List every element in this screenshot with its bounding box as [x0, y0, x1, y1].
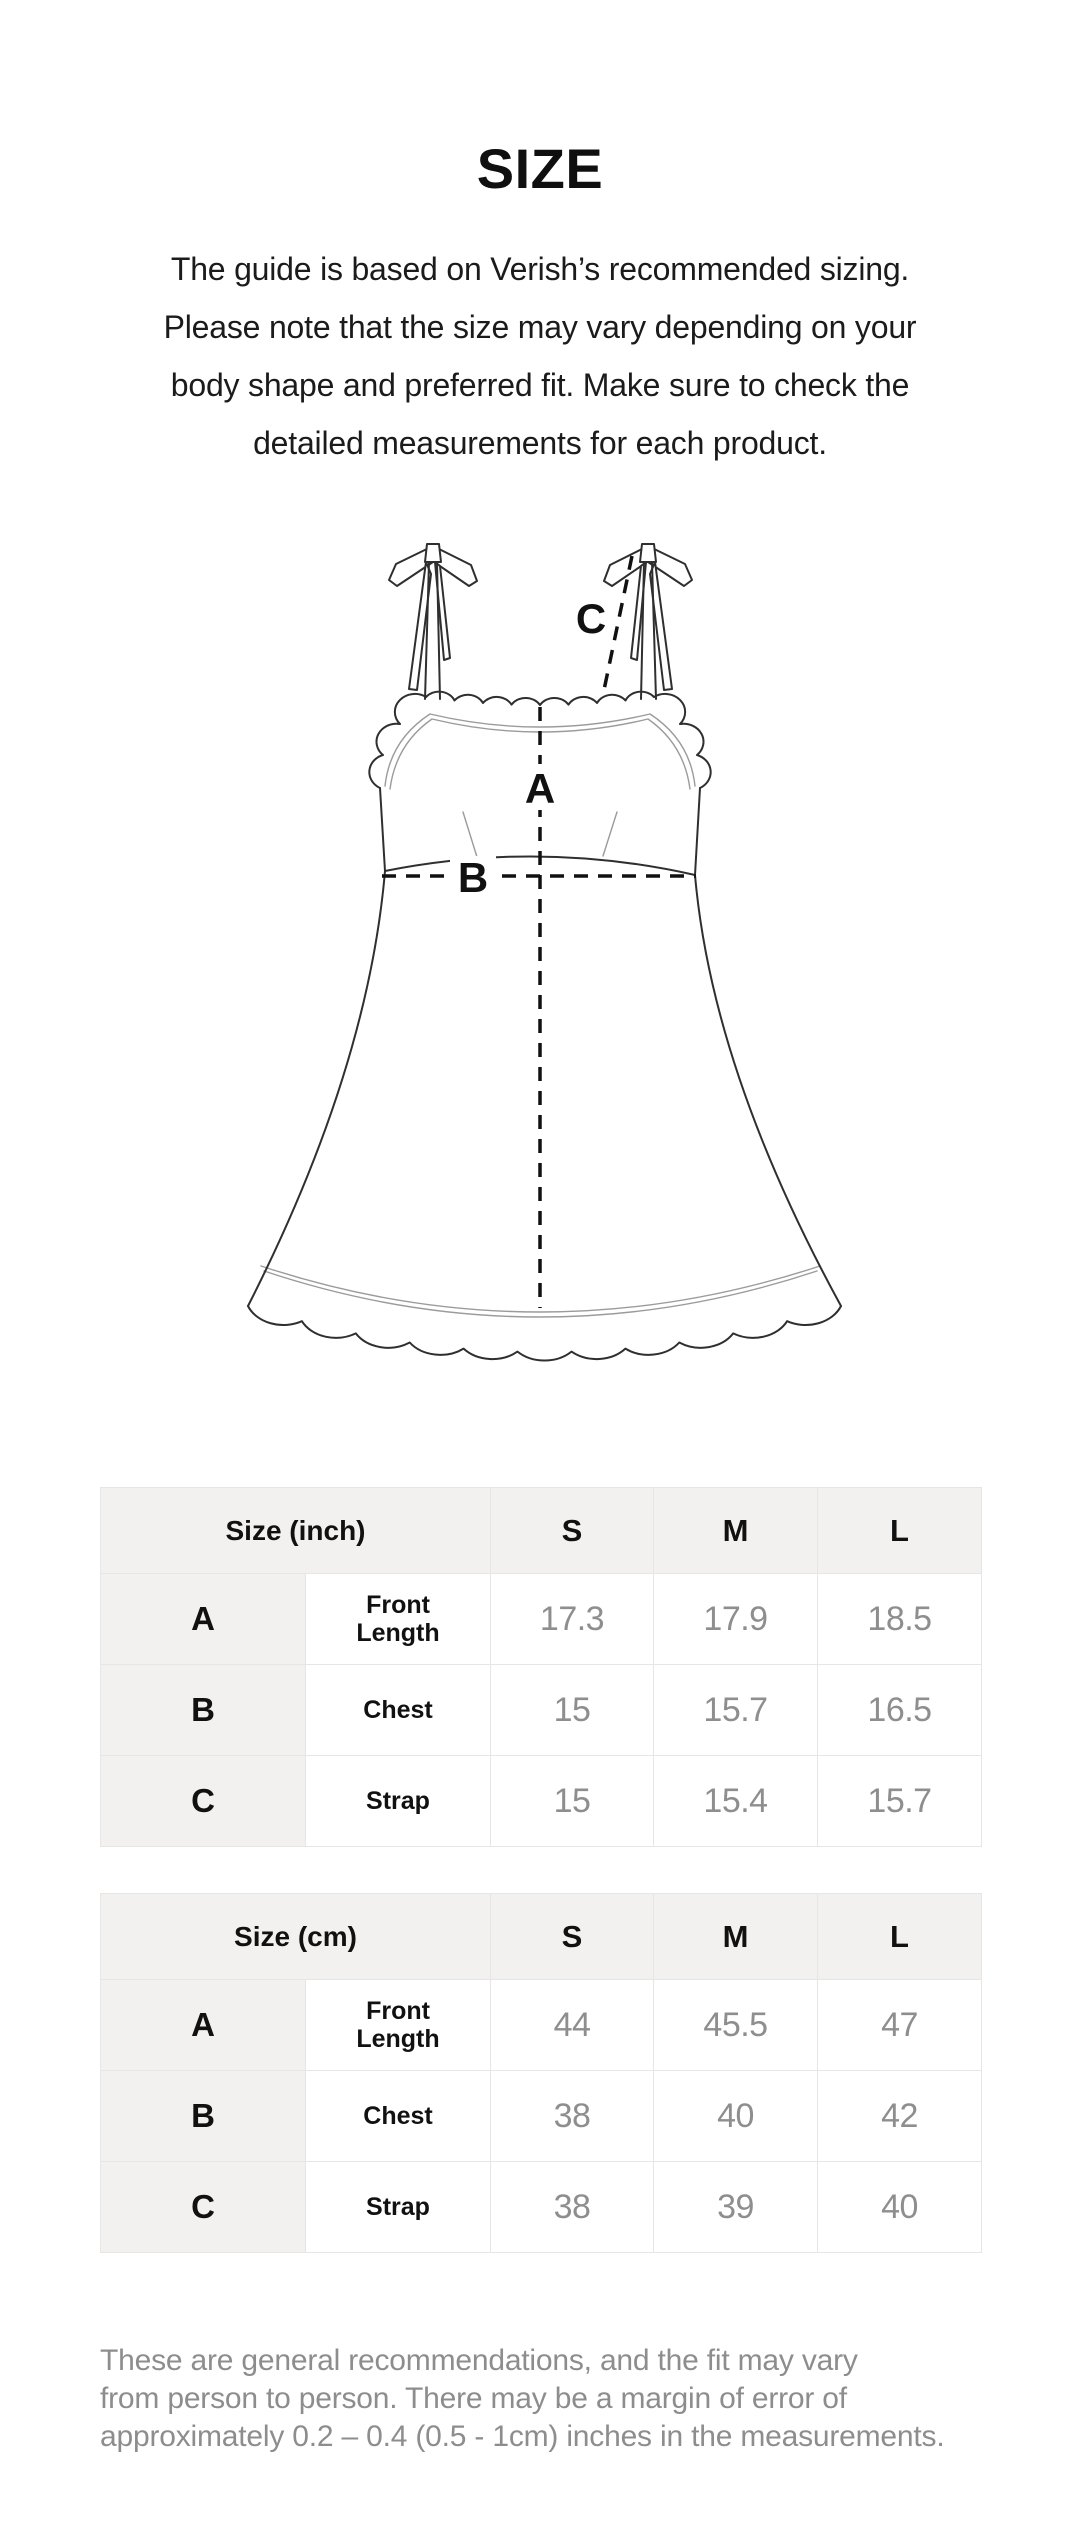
value-s: 44 [491, 1980, 654, 2070]
table-title: Size (inch) [101, 1488, 491, 1573]
value-l: 42 [881, 2096, 918, 2135]
measurement-label-a: A [524, 765, 556, 812]
measurement-label-c: C [575, 595, 607, 642]
measurement-label-b: B [457, 854, 489, 901]
value-s: 15 [491, 1665, 654, 1755]
table-row [101, 1665, 981, 1756]
hem-scallop [248, 1306, 841, 1360]
column-header-l: L [890, 1512, 909, 1548]
row-measure-name: Chest [306, 1665, 491, 1755]
value-l: 47 [881, 2005, 918, 2044]
column-header-s: S [491, 1894, 654, 1979]
dress-illustration [230, 540, 850, 1380]
value-m: 40 [654, 2071, 818, 2161]
neckline-ruffle-right [654, 694, 711, 788]
bodice-side-right [695, 788, 700, 875]
dress-outline [248, 544, 841, 1360]
description-line: detailed measurements for each product. [253, 425, 827, 461]
value-m: 17.9 [654, 1574, 818, 1664]
size-table-inch [100, 1487, 982, 1847]
value-s: 17.3 [491, 1574, 654, 1664]
size-table-cm [100, 1893, 982, 2253]
row-letter: C [101, 2162, 306, 2252]
measurement-labels [450, 595, 606, 901]
strap-right [604, 544, 692, 699]
row-letter: C [101, 1756, 306, 1846]
table-row [101, 2071, 981, 2162]
table-header-row [101, 1488, 981, 1574]
neckline-scallop [426, 692, 654, 705]
value-l: 18.5 [867, 1599, 932, 1638]
disclaimer-line: These are general recommendations, and the fit may vary [100, 2344, 858, 2377]
measurement-disclaimer [100, 2342, 1000, 2456]
row-measure-name: Front Length [306, 1574, 491, 1664]
measurement-lines [382, 556, 696, 1308]
value-m: 15.4 [654, 1756, 818, 1846]
table-row [101, 1980, 981, 2071]
row-measure-name: Front Length [306, 1980, 491, 2070]
column-header-m: M [654, 1488, 818, 1573]
column-header-l: L [890, 1918, 909, 1954]
description-line: body shape and preferred fit. Make sure to check the [170, 367, 910, 403]
value-s: 38 [491, 2162, 654, 2252]
table-title: Size (cm) [101, 1894, 491, 1979]
strap-left [389, 544, 477, 699]
skirt-side-left [248, 871, 385, 1306]
skirt-side-right [695, 875, 841, 1306]
table-header-row [101, 1894, 981, 1980]
bodice-side-left [380, 788, 385, 871]
value-s: 15 [491, 1756, 654, 1846]
row-letter: B [101, 2071, 306, 2161]
value-s: 38 [491, 2071, 654, 2161]
value-m: 15.7 [654, 1665, 818, 1755]
disclaimer-line: from person to person. There may be a margin of error of [100, 2382, 847, 2415]
table-row [101, 1574, 981, 1665]
row-measure-name: Strap [306, 1756, 491, 1846]
disclaimer-line: approximately 0.2 – 0.4 (0.5 - 1cm) inches in the measurements. [100, 2420, 945, 2453]
table-row [101, 2162, 981, 2252]
value-l: 40 [881, 2187, 918, 2226]
table-row [101, 1756, 981, 1846]
row-measure-name: Strap [306, 2162, 491, 2252]
size-guide-description [0, 240, 1080, 472]
description-line: The guide is based on Verish’s recommended sizing. [170, 251, 910, 287]
row-letter: B [101, 1665, 306, 1755]
value-m: 45.5 [654, 1980, 818, 2070]
row-letter: A [101, 1980, 306, 2070]
row-letter: A [101, 1574, 306, 1664]
page-title: SIZE [476, 136, 604, 200]
description-line: Please note that the size may vary depending on your [163, 309, 917, 345]
row-measure-name: Chest [306, 2071, 491, 2161]
column-header-s: S [491, 1488, 654, 1573]
value-l: 15.7 [867, 1781, 932, 1820]
value-l: 16.5 [867, 1690, 932, 1729]
dress-measurement-diagram [230, 540, 850, 1380]
neckline-ruffle-left [369, 694, 426, 788]
value-m: 39 [654, 2162, 818, 2252]
column-header-m: M [654, 1894, 818, 1979]
